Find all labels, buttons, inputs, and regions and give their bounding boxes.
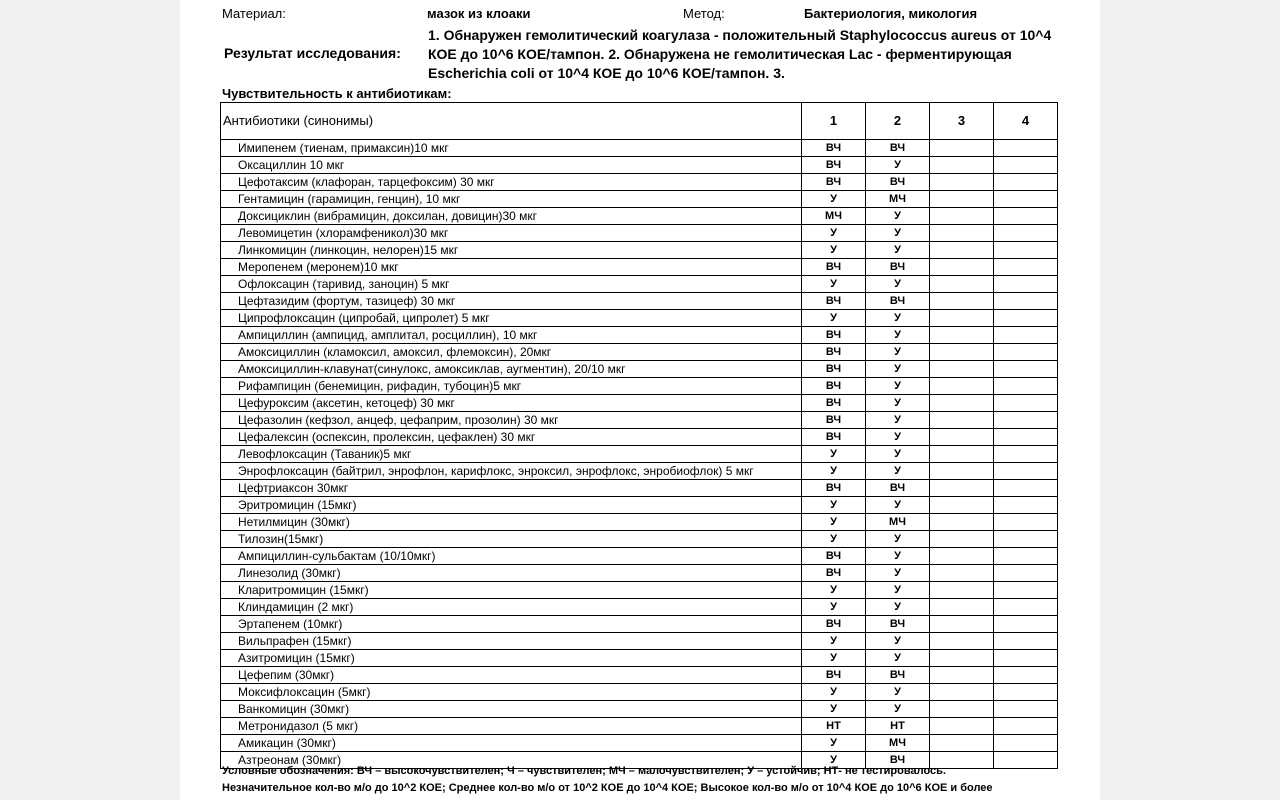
result-col-3	[930, 242, 994, 259]
table-row	[221, 548, 1058, 565]
result-col-1: ВЧ	[802, 327, 866, 344]
result-section	[222, 26, 1082, 84]
result-col-4	[994, 191, 1058, 208]
antibiotic-name: Клиндамицин (2 мкг)	[221, 599, 802, 616]
result-col-3	[930, 378, 994, 395]
result-col-3	[930, 310, 994, 327]
result-col-3	[930, 616, 994, 633]
result-col-3	[930, 514, 994, 531]
result-col-4	[994, 395, 1058, 412]
antibiotic-name: Азтреонам (30мкг)	[221, 752, 802, 769]
result-col-1: У	[802, 701, 866, 718]
table-row	[221, 582, 1058, 599]
result-col-1: У	[802, 242, 866, 259]
table-row	[221, 310, 1058, 327]
result-col-4	[994, 276, 1058, 293]
result-col-4	[994, 225, 1058, 242]
result-col-3	[930, 174, 994, 191]
result-col-3	[930, 599, 994, 616]
result-col-2: У	[866, 497, 930, 514]
antibiotic-name: Тилозин(15мкг)	[221, 531, 802, 548]
result-col-3	[930, 565, 994, 582]
result-col-4	[994, 259, 1058, 276]
antibiotic-table	[220, 102, 1058, 769]
result-col-2: МЧ	[866, 735, 930, 752]
sensitivity-title: Чувствительность к антибиотикам:	[222, 86, 452, 101]
result-col-3	[930, 667, 994, 684]
antibiotic-name: Кларитромицин (15мкг)	[221, 582, 802, 599]
result-col-2: МЧ	[866, 191, 930, 208]
result-col-1: У	[802, 225, 866, 242]
antibiotic-name: Линкомицин (линкоцин, нелорен)15 мкг	[221, 242, 802, 259]
antibiotic-name: Цефтриаксон 30мкг	[221, 480, 802, 497]
result-col-4	[994, 293, 1058, 310]
result-col-1: ВЧ	[802, 412, 866, 429]
result-col-1: У	[802, 752, 866, 769]
result-text: 1. Обнаружен гемолитический коагулаза - положительный Staphylococcus aureus от 10^4 КОЕ до 10^6 КОЕ/тампон. 2. Обнаружена не гемолитическая Lac - ферментирующая Escherichia coli от 10^4 КОЕ до 10^6 КОЕ/тампон. 3.	[428, 27, 1052, 81]
antibiotic-name: Оксациллин 10 мкг	[221, 157, 802, 174]
result-col-1: ВЧ	[802, 565, 866, 582]
result-col-2: У	[866, 276, 930, 293]
antibiotic-name: Метронидазол (5 мкг)	[221, 718, 802, 735]
result-col-3	[930, 412, 994, 429]
result-col-4	[994, 616, 1058, 633]
legend-quantities: Незначительное кол-во м/о до 10^2 КОЕ; Среднее кол-во м/о от 10^2 КОЕ до 10^4 КОЕ; Высокое кол-во м/о от 10^4 КОЕ до 10^6 КОЕ и более	[222, 782, 993, 794]
result-col-1: ВЧ	[802, 616, 866, 633]
result-col-3	[930, 361, 994, 378]
antibiotic-name: Цефтазидим (фортум, тазицеф) 30 мкг	[221, 293, 802, 310]
antibiotic-name: Амоксициллин-клавунат(синулокс, амоксиклав, аугментин), 20/10 мкг	[221, 361, 802, 378]
result-col-1: МЧ	[802, 208, 866, 225]
result-col-3	[930, 344, 994, 361]
result-col-2: У	[866, 395, 930, 412]
result-col-1: У	[802, 684, 866, 701]
result-col-2: У	[866, 225, 930, 242]
antibiotic-name: Меропенем (меронем)10 мкг	[221, 259, 802, 276]
result-col-1: ВЧ	[802, 480, 866, 497]
result-col-1: ВЧ	[802, 378, 866, 395]
result-col-3	[930, 633, 994, 650]
result-col-4	[994, 548, 1058, 565]
result-col-4	[994, 531, 1058, 548]
table-row	[221, 242, 1058, 259]
result-col-2: У	[866, 701, 930, 718]
result-col-1: ВЧ	[802, 548, 866, 565]
table-row	[221, 463, 1058, 480]
header-col-4: 4	[994, 103, 1058, 140]
table-row	[221, 344, 1058, 361]
result-col-3	[930, 531, 994, 548]
result-col-3	[930, 276, 994, 293]
result-col-3	[930, 208, 994, 225]
result-col-2: У	[866, 208, 930, 225]
material-label: Материал:	[222, 6, 286, 21]
antibiotic-name: Азитромицин (15мкг)	[221, 650, 802, 667]
table-row	[221, 667, 1058, 684]
antibiotic-name: Левофлоксацин (Таваник)5 мкг	[221, 446, 802, 463]
result-col-4	[994, 378, 1058, 395]
antibiotic-name: Ампициллин (ампицид, амплитал, росциллин), 10 мкг	[221, 327, 802, 344]
result-col-4	[994, 701, 1058, 718]
table-row	[221, 497, 1058, 514]
result-col-2: У	[866, 650, 930, 667]
result-col-3	[930, 548, 994, 565]
table-row	[221, 293, 1058, 310]
result-col-3	[930, 701, 994, 718]
result-col-2: У	[866, 429, 930, 446]
result-col-1: ВЧ	[802, 174, 866, 191]
result-col-3	[930, 293, 994, 310]
result-col-2: У	[866, 242, 930, 259]
result-col-3	[930, 463, 994, 480]
antibiotic-name: Цефалексин (оспексин, пролексин, цефаклен) 30 мкг	[221, 429, 802, 446]
material-value: мазок из клоаки	[427, 6, 531, 21]
result-col-2: ВЧ	[866, 667, 930, 684]
result-col-2: У	[866, 684, 930, 701]
result-col-1: У	[802, 276, 866, 293]
result-col-1: У	[802, 633, 866, 650]
table-row	[221, 480, 1058, 497]
antibiotic-name: Цефазолин (кефзол, анцеф, цефаприм, прозолин) 30 мкг	[221, 412, 802, 429]
result-col-2: У	[866, 378, 930, 395]
result-col-4	[994, 344, 1058, 361]
result-col-2: ВЧ	[866, 174, 930, 191]
result-col-1: ВЧ	[802, 429, 866, 446]
table-row	[221, 599, 1058, 616]
result-col-3	[930, 497, 994, 514]
result-col-4	[994, 446, 1058, 463]
result-col-2: У	[866, 446, 930, 463]
result-col-3	[930, 259, 994, 276]
header-antibiotics: Антибиотики (синонимы)	[221, 103, 802, 140]
header-col-1: 1	[802, 103, 866, 140]
table-row	[221, 225, 1058, 242]
antibiotic-name: Имипенем (тиенам, примаксин)10 мкг	[221, 140, 802, 157]
result-col-2: У	[866, 565, 930, 582]
result-col-1: У	[802, 310, 866, 327]
result-col-4	[994, 208, 1058, 225]
antibiotic-name: Левомицетин (хлорамфеникол)30 мкг	[221, 225, 802, 242]
result-col-4	[994, 412, 1058, 429]
result-col-2: У	[866, 548, 930, 565]
antibiotic-name: Ампициллин-сульбактам (10/10мкг)	[221, 548, 802, 565]
result-col-2: ВЧ	[866, 752, 930, 769]
result-col-1: У	[802, 735, 866, 752]
result-col-2: ВЧ	[866, 616, 930, 633]
antibiotic-name: Рифампицин (бенемицин, рифадин, тубоцин)5 мкг	[221, 378, 802, 395]
result-col-3	[930, 735, 994, 752]
result-col-1: У	[802, 191, 866, 208]
result-col-3	[930, 650, 994, 667]
result-col-2: У	[866, 327, 930, 344]
table-row	[221, 429, 1058, 446]
result-col-2: МЧ	[866, 514, 930, 531]
antibiotic-name: Линезолид (30мкг)	[221, 565, 802, 582]
result-col-4	[994, 429, 1058, 446]
result-col-3	[930, 480, 994, 497]
result-col-3	[930, 582, 994, 599]
table-row	[221, 633, 1058, 650]
table-row	[221, 514, 1058, 531]
antibiotic-name: Цефуроксим (аксетин, кетоцеф) 30 мкг	[221, 395, 802, 412]
meta-row	[222, 6, 1082, 22]
result-col-2: У	[866, 531, 930, 548]
table-row	[221, 446, 1058, 463]
table-row	[221, 531, 1058, 548]
result-col-1: ВЧ	[802, 293, 866, 310]
result-col-4	[994, 174, 1058, 191]
result-col-2: У	[866, 633, 930, 650]
table-row	[221, 259, 1058, 276]
table-row	[221, 361, 1058, 378]
result-col-3	[930, 225, 994, 242]
table-row	[221, 378, 1058, 395]
antibiotic-name: Вильпрафен (15мкг)	[221, 633, 802, 650]
result-col-4	[994, 599, 1058, 616]
result-col-2: ВЧ	[866, 480, 930, 497]
table-row	[221, 174, 1058, 191]
table-row	[221, 412, 1058, 429]
table-header-row	[221, 103, 1058, 140]
result-col-1: ВЧ	[802, 361, 866, 378]
result-col-3	[930, 429, 994, 446]
result-col-4	[994, 735, 1058, 752]
result-label: Результат исследования:	[224, 45, 401, 61]
result-col-4	[994, 463, 1058, 480]
result-col-1: ВЧ	[802, 395, 866, 412]
result-col-4	[994, 310, 1058, 327]
antibiotic-name: Цефепим (30мкг)	[221, 667, 802, 684]
header-col-2: 2	[866, 103, 930, 140]
result-col-4	[994, 752, 1058, 769]
result-col-4	[994, 514, 1058, 531]
result-col-4	[994, 480, 1058, 497]
antibiotic-name: Амикацин (30мкг)	[221, 735, 802, 752]
result-col-3	[930, 191, 994, 208]
antibiotic-name: Амоксициллин (кламоксил, амоксил, флемоксин), 20мкг	[221, 344, 802, 361]
table-body	[221, 140, 1058, 769]
result-col-1: У	[802, 446, 866, 463]
antibiotic-name: Нетилмицин (30мкг)	[221, 514, 802, 531]
result-col-1: У	[802, 497, 866, 514]
table-row	[221, 565, 1058, 582]
antibiotic-name: Ванкомицин (30мкг)	[221, 701, 802, 718]
antibiotic-name: Ципрофлоксацин (ципробай, ципролет) 5 мкг	[221, 310, 802, 327]
antibiotic-name: Офлоксацин (таривид, заноцин) 5 мкг	[221, 276, 802, 293]
table-row	[221, 395, 1058, 412]
antibiotic-name: Эртапенем (10мкг)	[221, 616, 802, 633]
result-col-4	[994, 633, 1058, 650]
result-col-4	[994, 140, 1058, 157]
result-col-1: У	[802, 582, 866, 599]
result-col-1: У	[802, 531, 866, 548]
result-col-4	[994, 497, 1058, 514]
result-col-3	[930, 395, 994, 412]
table-row	[221, 191, 1058, 208]
table-row	[221, 701, 1058, 718]
result-col-2: У	[866, 599, 930, 616]
table-row	[221, 157, 1058, 174]
antibiotic-name: Энрофлоксацин (байтрил, энрофлон, карифлокс, энроксил, энрофлокс, энробиофлок) 5 мкг	[221, 463, 802, 480]
result-col-4	[994, 582, 1058, 599]
result-col-1: У	[802, 463, 866, 480]
result-col-4	[994, 242, 1058, 259]
result-col-4	[994, 565, 1058, 582]
table-row	[221, 276, 1058, 293]
result-col-2: У	[866, 463, 930, 480]
table-row	[221, 327, 1058, 344]
legend: Условные обозначения: ВЧ – высокочувствителен; Ч – чувствителен; МЧ – малочувствителен; У – устойчив; НТ- не тестировалось.	[222, 765, 946, 777]
result-col-1: У	[802, 650, 866, 667]
result-col-2: НТ	[866, 718, 930, 735]
result-col-1: ВЧ	[802, 140, 866, 157]
result-col-2: ВЧ	[866, 259, 930, 276]
header-col-3: 3	[930, 103, 994, 140]
result-col-2: У	[866, 344, 930, 361]
antibiotic-name: Доксициклин (вибрамицин, доксилан, довицин)30 мкг	[221, 208, 802, 225]
table-row	[221, 140, 1058, 157]
result-col-3	[930, 327, 994, 344]
antibiotic-name: Моксифлоксацин (5мкг)	[221, 684, 802, 701]
result-col-1: ВЧ	[802, 344, 866, 361]
result-col-2: У	[866, 310, 930, 327]
result-col-3	[930, 446, 994, 463]
result-col-4	[994, 327, 1058, 344]
result-col-1: НТ	[802, 718, 866, 735]
result-col-4	[994, 650, 1058, 667]
method-value: Бактериология, микология	[804, 6, 978, 21]
result-col-4	[994, 157, 1058, 174]
result-col-4	[994, 667, 1058, 684]
result-col-4	[994, 718, 1058, 735]
result-col-4	[994, 361, 1058, 378]
result-col-1: У	[802, 599, 866, 616]
result-col-3	[930, 157, 994, 174]
antibiotic-name: Гентамицин (гарамицин, генцин), 10 мкг	[221, 191, 802, 208]
table-row	[221, 650, 1058, 667]
table-row	[221, 616, 1058, 633]
result-col-1: ВЧ	[802, 157, 866, 174]
antibiotic-name: Цефотаксим (клафоран, тарцефоксим) 30 мкг	[221, 174, 802, 191]
result-col-2: У	[866, 412, 930, 429]
result-col-2: У	[866, 582, 930, 599]
table-row	[221, 718, 1058, 735]
method-label: Метод:	[683, 6, 725, 21]
result-col-2: ВЧ	[866, 140, 930, 157]
table-row	[221, 208, 1058, 225]
result-col-2: У	[866, 361, 930, 378]
result-col-4	[994, 684, 1058, 701]
antibiotic-name: Эритромицин (15мкг)	[221, 497, 802, 514]
result-col-3	[930, 718, 994, 735]
table-row	[221, 735, 1058, 752]
result-col-3	[930, 140, 994, 157]
result-col-1: ВЧ	[802, 259, 866, 276]
result-col-2: У	[866, 157, 930, 174]
document-page	[180, 0, 1100, 800]
result-col-1: У	[802, 514, 866, 531]
result-col-1: ВЧ	[802, 667, 866, 684]
table-row	[221, 684, 1058, 701]
result-col-2: ВЧ	[866, 293, 930, 310]
result-col-3	[930, 684, 994, 701]
